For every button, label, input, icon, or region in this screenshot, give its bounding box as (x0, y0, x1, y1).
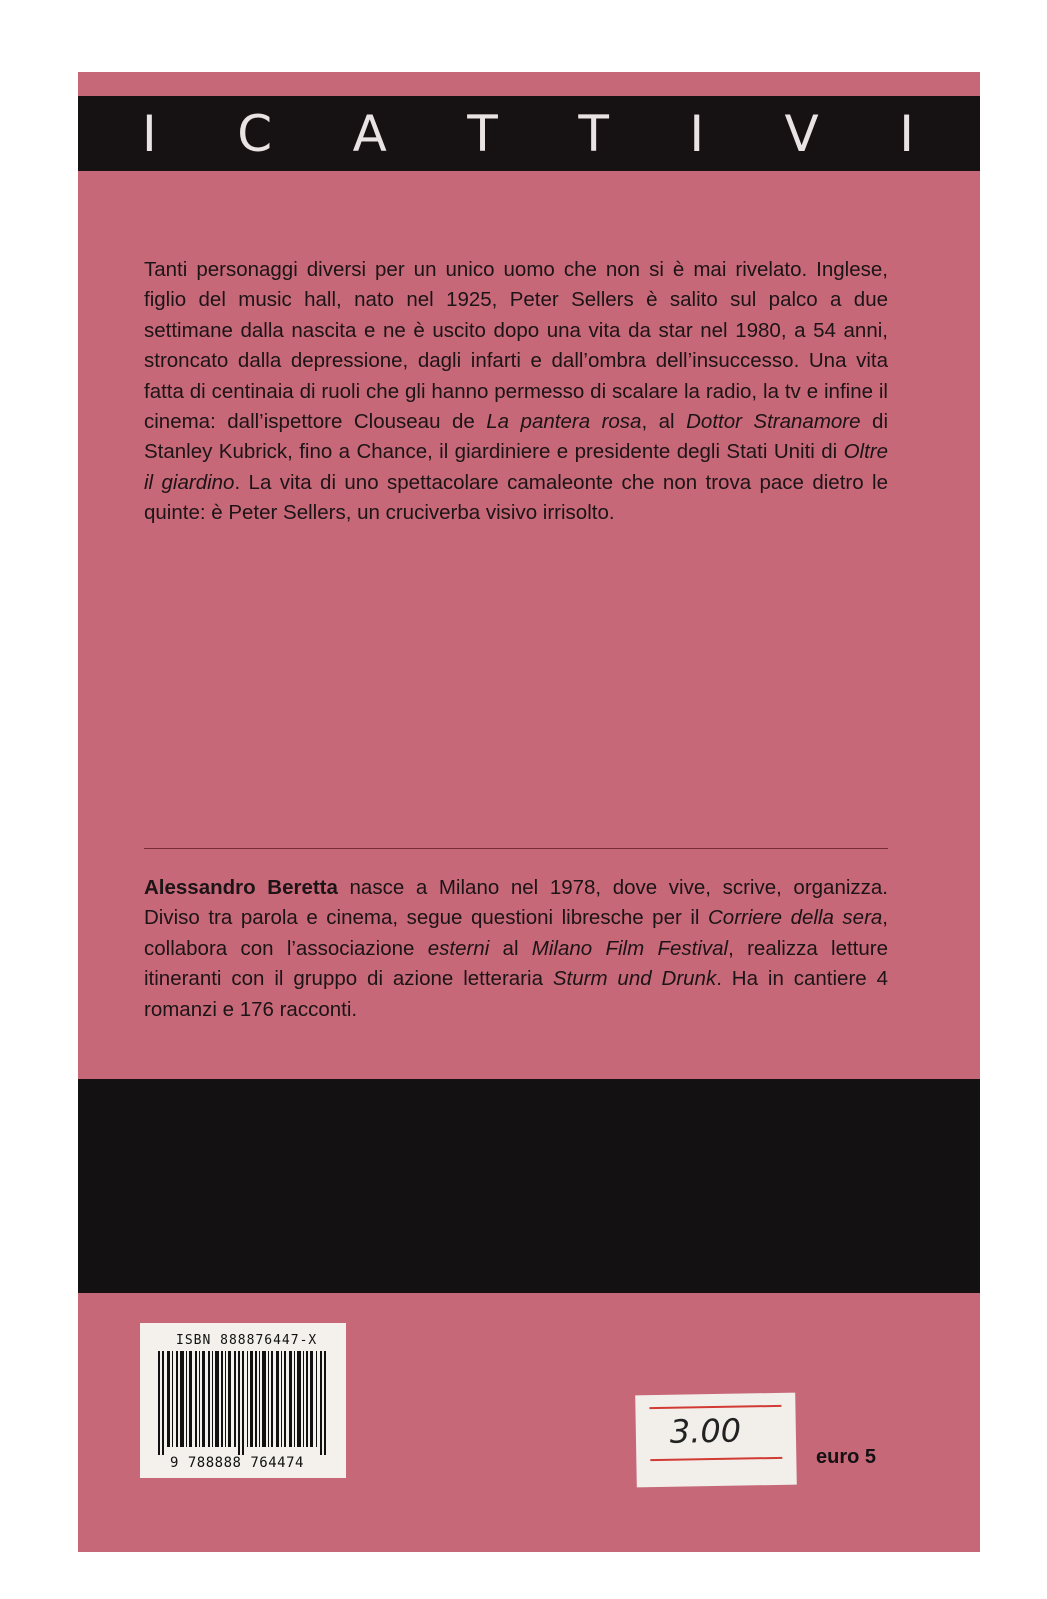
barcode-digits: 9 788888 764474 (170, 1455, 304, 1471)
bio-italic: esterni (427, 936, 490, 960)
bio-text: , collabora con l’associazione (144, 906, 888, 960)
blurb-text: , al (641, 410, 687, 434)
series-letter: V (784, 104, 819, 163)
bio-italic: Milano Film Festival (531, 936, 729, 960)
series-letter: T (578, 104, 609, 163)
film-title: Dottor Stranamore (686, 410, 861, 434)
bottom-black-band (78, 1079, 980, 1293)
series-letter: I (689, 104, 705, 163)
bio-text: nasce a Milano nel 1978, dove vive, scrive, organizza. Diviso tra parola e cinema, segue questioni libresche per il (144, 876, 888, 930)
handwritten-price: 3.00 (669, 1411, 742, 1451)
bio-italic: Corriere della sera (707, 906, 883, 930)
blurb-text: . La vita di uno spettacolare camaleonte che non trova pace dietro le quinte: è Peter Sellers, un cruciverba visivo irrisolto. (144, 470, 888, 525)
sticker-line (649, 1405, 781, 1409)
series-letter: T (467, 104, 498, 163)
series-letter: C (237, 104, 273, 163)
blurb-text: di Stanley Kubrick, fino a Chance, il giardiniere e presidente degli Stati Uniti di (144, 410, 888, 464)
book-back-cover (78, 72, 980, 1552)
bio-text: . Ha in cantiere 4 romanzi e 176 racconti. (144, 967, 888, 1021)
series-letter: I (899, 104, 914, 163)
series-letter: I (142, 104, 157, 163)
bio-text: al (489, 936, 532, 960)
isbn-text: ISBN 888876447-X (176, 1333, 318, 1348)
blurb-text: Tanti personaggi diversi per un unico uomo che non si è mai rivelato. Inglese, figlio del music hall, nato nel 1925, Peter Sellers è salito sul palco a due settimane dalla nascita e ne è uscito dopo una vita da star nel 1980, a 54 anni, stroncato dalla depressione, dagli infarti e dall’ombra dell’insuccesso. Una vita fatta di centinaia di ruoli che gli hanno permesso di scalare la radio, la tv e infine il cinema: dall’ispettore Clouseau de (144, 258, 888, 434)
film-title: Oltre il giardino (144, 440, 888, 494)
author-name: Alessandro Beretta (144, 876, 338, 899)
sticker-line (650, 1457, 782, 1461)
section-divider (144, 848, 888, 849)
isbn-barcode (140, 1323, 346, 1478)
barcode-icon (158, 1351, 330, 1455)
bio-text: , realizza letture itineranti con il gruppo di azione letteraria (144, 936, 888, 991)
price-sticker (635, 1393, 797, 1488)
author-bio (144, 873, 888, 1025)
film-title: La pantera rosa (486, 410, 642, 434)
series-letter: A (352, 104, 387, 163)
book-blurb (144, 255, 888, 529)
bio-italic: Sturm und Drunk (552, 967, 717, 991)
cover-price: euro 5 (816, 1446, 877, 1468)
series-title-band (78, 96, 980, 171)
